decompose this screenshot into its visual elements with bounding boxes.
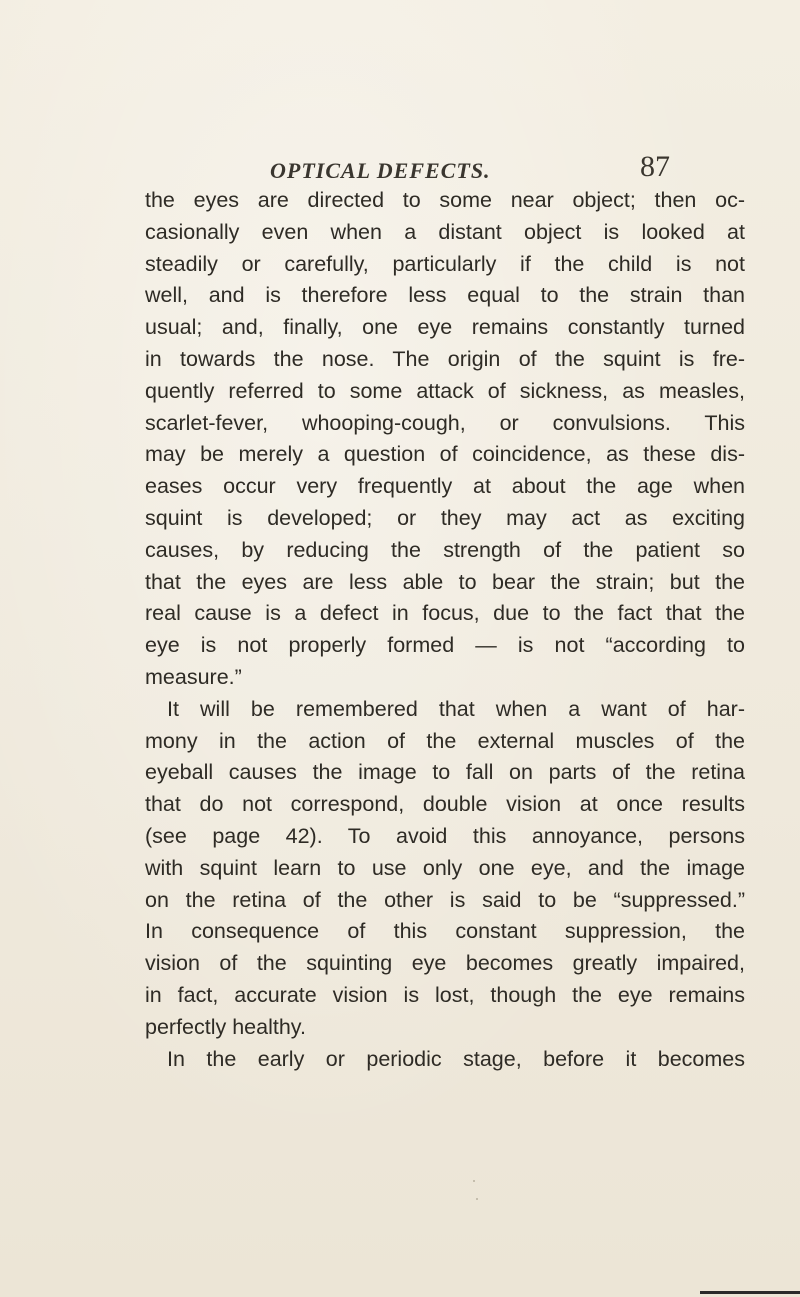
running-head bbox=[0, 150, 800, 190]
text-line: eases occur very frequently at about the age when bbox=[145, 474, 745, 499]
paragraph-start-line: It will be remembered that when a want of har- bbox=[167, 696, 745, 721]
text-line: on the retina of the other is said to be “suppressed.” bbox=[145, 887, 745, 912]
text-line: squint is developed; or they may act as exciting bbox=[145, 505, 745, 530]
text-line: usual; and, finally, one eye remains constantly turned bbox=[145, 315, 745, 340]
paper-speck bbox=[473, 1180, 475, 1182]
text-line: casionally even when a distant object is looked at bbox=[145, 219, 745, 244]
text-line: the eyes are directed to some near object; then oc- bbox=[145, 188, 745, 212]
text-line: with squint learn to use only one eye, and the image bbox=[145, 855, 745, 880]
text-line: may be merely a question of coincidence, as these dis- bbox=[145, 442, 745, 467]
text-line: eyeball causes the image to fall on parts of the retina bbox=[145, 760, 745, 785]
body-text bbox=[145, 185, 745, 1075]
text-line: steadily or carefully, particularly if the child is not bbox=[145, 251, 745, 276]
text-line: that do not correspond, double vision at once results bbox=[145, 792, 745, 817]
paragraph-start-line: In the early or periodic stage, before it becomes bbox=[167, 1046, 745, 1071]
text-line: eye is not properly formed — is not “according to bbox=[145, 633, 745, 658]
text-line: perfectly healthy. bbox=[145, 1014, 306, 1039]
page-number: 87 bbox=[640, 150, 670, 183]
text-line: quently referred to some attack of sickness, as measles, bbox=[145, 378, 745, 403]
text-line: in fact, accurate vision is lost, though the eye remains bbox=[145, 982, 745, 1007]
bottom-edge-rule bbox=[700, 1291, 800, 1294]
text-line: scarlet-fever, whooping-cough, or convulsions. This bbox=[145, 410, 745, 435]
text-line: measure.” bbox=[145, 664, 242, 689]
text-line: well, and is therefore less equal to the strain than bbox=[145, 283, 745, 308]
text-line: causes, by reducing the strength of the patient so bbox=[145, 537, 745, 562]
text-line: in towards the nose. The origin of the squint is fre- bbox=[145, 346, 745, 371]
text-line: that the eyes are less able to bear the strain; but the bbox=[145, 569, 745, 594]
text-line: (see page 42). To avoid this annoyance, persons bbox=[145, 823, 745, 848]
text-line: real cause is a defect in focus, due to the fact that the bbox=[145, 601, 745, 626]
text-line: vision of the squinting eye becomes greatly impaired, bbox=[145, 951, 745, 976]
text-line: mony in the action of the external muscles of the bbox=[145, 728, 745, 753]
text-line: In consequence of this constant suppression, the bbox=[145, 919, 745, 944]
running-title: OPTICAL DEFECTS. bbox=[270, 158, 491, 183]
paper-speck bbox=[476, 1198, 478, 1200]
